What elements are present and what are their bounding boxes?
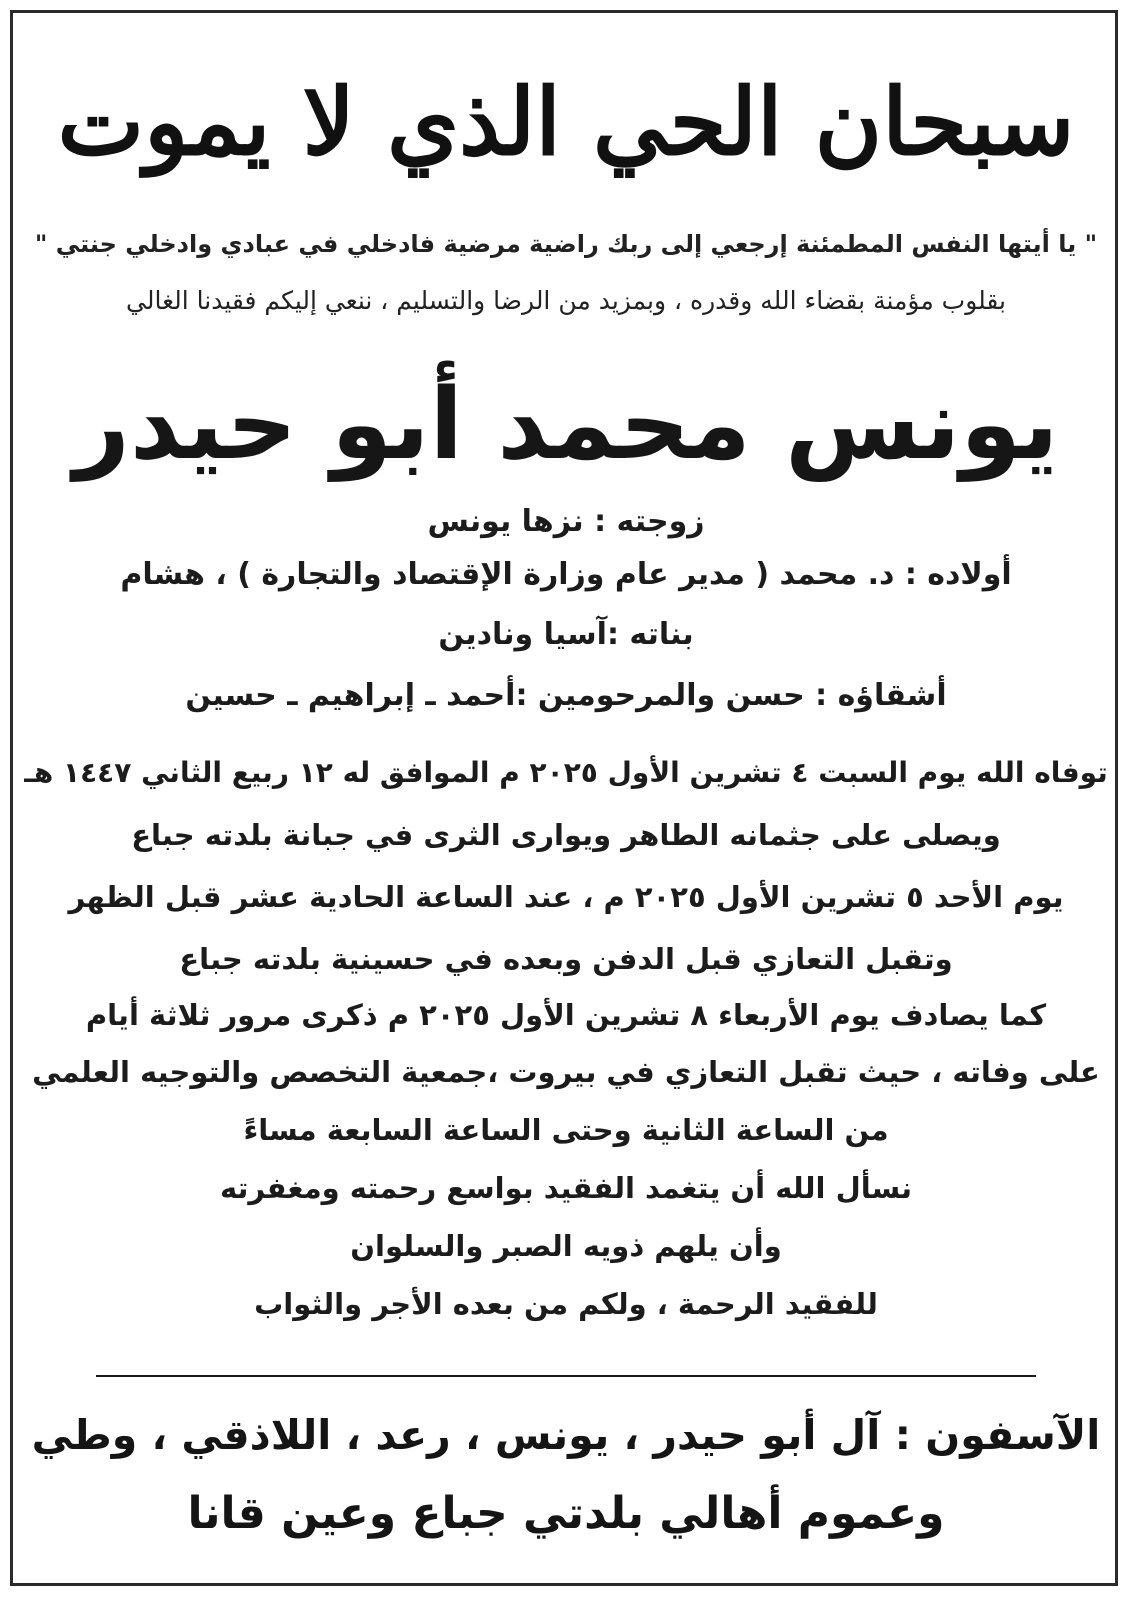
intro-text: بقلوب مؤمنة بقضاء الله وقدره ، وبمزيد من الرضا والتسليم ، ننعي إليكم فقيدنا الغالي (126, 286, 1006, 315)
mourners-villages: وعموم أهالي بلدتي جباع وعين قانا (187, 1488, 945, 1539)
detail-line: يوم الأحد ٥ تشرين الأول ٢٠٢٥ م ، عند الساعة الحادية عشر قبل الظهر (68, 880, 1064, 914)
divider-line (96, 1375, 1036, 1377)
detail-line: وأن يلهم ذويه الصبر والسلوان (350, 1229, 782, 1263)
family-wife: زوجته : نزها يونس (427, 504, 705, 539)
detail-line: ويصلى على جثمانه الطاهر ويوارى الثرى في جبانة بلدته جباع (131, 818, 1001, 852)
detail-line: على وفاته ، حيث تقبل التعازي في بيروت ،جمعية التخصص والتوجيه العلمي (32, 1055, 1100, 1089)
family-daughters: بناته :آسيا ونادين (438, 617, 694, 652)
detail-line: نسأل الله أن يتغمد الفقيد بواسع رحمته ومغفرته (219, 1171, 913, 1205)
family-siblings: أشقاؤه : حسن والمرحومين :أحمد ـ إبراهيم ـ حسين (185, 678, 947, 713)
detail-line: للفقيد الرحمة ، ولكم من بعده الأجر والثواب (254, 1287, 878, 1321)
header-calligraphy: سبحان الحي الذي لا يموت (57, 68, 1075, 176)
deceased-name: يونس محمد أبو حيدر (73, 368, 1059, 482)
detail-line: توفاه الله يوم السبت ٤ تشرين الأول ٢٠٢٥ م الموافق له ١٢ ربيع الثاني ١٤٤٧ هـ (24, 756, 1108, 789)
detail-line: كما يصادف يوم الأربعاء ٨ تشرين الأول ٢٠٢٥ م ذكرى مرور ثلاثة أيام (85, 998, 1047, 1032)
quran-verse: " يا أيتها النفس المطمئنة إرجعي إلى ربك راضية مرضية فادخلي في عبادي وادخلي جنتي " (34, 230, 1098, 258)
detail-line: من الساعة الثانية وحتى الساعة السابعة مساءً (243, 1113, 889, 1147)
family-sons: أولاده : د. محمد ( مدير عام وزارة الإقتصاد والتجارة ) ، هشام (120, 557, 1012, 592)
detail-line: وتقبل التعازي قبل الدفن وبعده في حسينية بلدته جباع (179, 942, 953, 976)
mourners-families: الآسفون : آل أبو حيدر ، يونس ، رعد ، اللاذقي ، وطي (31, 1411, 1101, 1459)
